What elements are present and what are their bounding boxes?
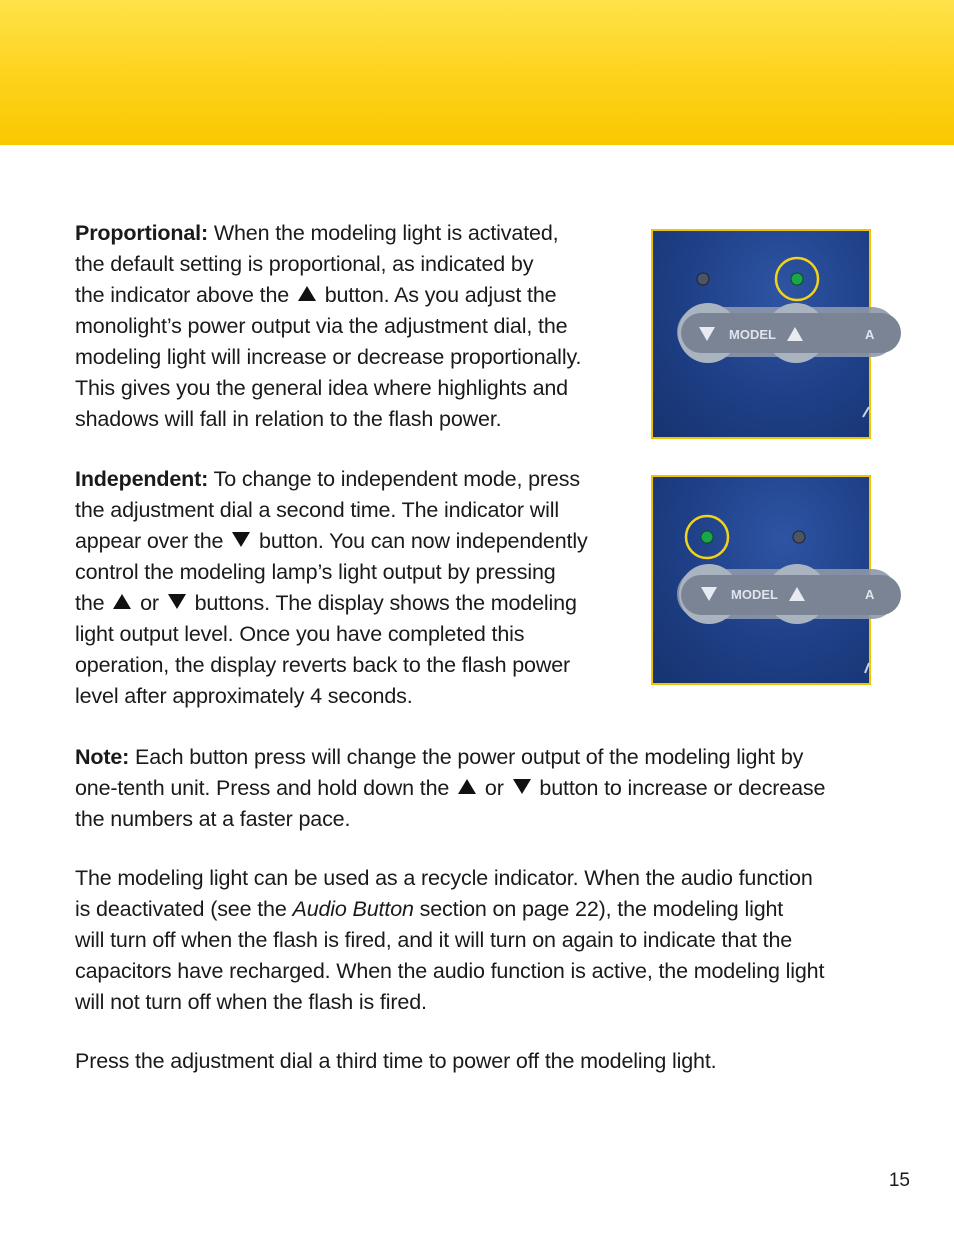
- note-heading: Note:: [75, 745, 130, 769]
- page-number: 15: [888, 1170, 910, 1191]
- svg-text:A: A: [865, 327, 875, 342]
- model-label: MODEL: [729, 327, 776, 342]
- header-band: [0, 0, 954, 145]
- proportional-paragraph: Proportional: When the modeling light is activated, the default setting is proportional, as indicated by the indicator above the button. As you adjust the monolight’s power output via the adjustment dial, the modeling light will increase or decrease proportionally. This gives you the general idea where highlights and shadows will fall in relation to the flash power.: [75, 221, 582, 431]
- down-arrow-icon: [168, 594, 186, 609]
- svg-text:A: A: [865, 587, 875, 602]
- proportional-heading: Proportional:: [75, 221, 209, 245]
- down-arrow-icon: [232, 532, 250, 547]
- independent-heading: Independent:: [75, 467, 209, 491]
- audio-button-reference: Audio Button: [292, 897, 414, 921]
- up-arrow-icon: [458, 779, 476, 794]
- model-label: MODEL: [731, 587, 778, 602]
- proportional-indicator-photo: [651, 229, 875, 439]
- down-arrow-icon: [513, 779, 531, 794]
- poweroff-paragraph: Press the adjustment dial a third time to power off the modeling light.: [75, 1049, 717, 1073]
- independent-indicator-photo: [651, 475, 875, 685]
- up-arrow-icon: [113, 594, 131, 609]
- independent-paragraph: Independent: To change to independent mode, press the adjustment dial a second time. The indicator will appear over the button. You can now independently control the modeling lamp’s light output by pressing the or buttons. The display shows the modeling light output level. Once you have completed this operation, the display reverts back to the flash power level after approximately 4 seconds.: [75, 467, 588, 708]
- up-arrow-icon: [298, 286, 316, 301]
- recycle-paragraph: The modeling light can be used as a recycle indicator. When the audio function is deactivated (see the Audio Button section on page 22), the modeling light will turn off when the flash is fired, and it will turn on again to indicate that the capacitors have recharged. When the audio function is active, the modeling light will not turn off when the flash is fired.: [75, 866, 825, 1014]
- note-paragraph: Note: Each button press will change the power output of the modeling light by one-tenth unit. Press and hold down the or button to increase or decrease the numbers at a faster pace.: [75, 745, 826, 831]
